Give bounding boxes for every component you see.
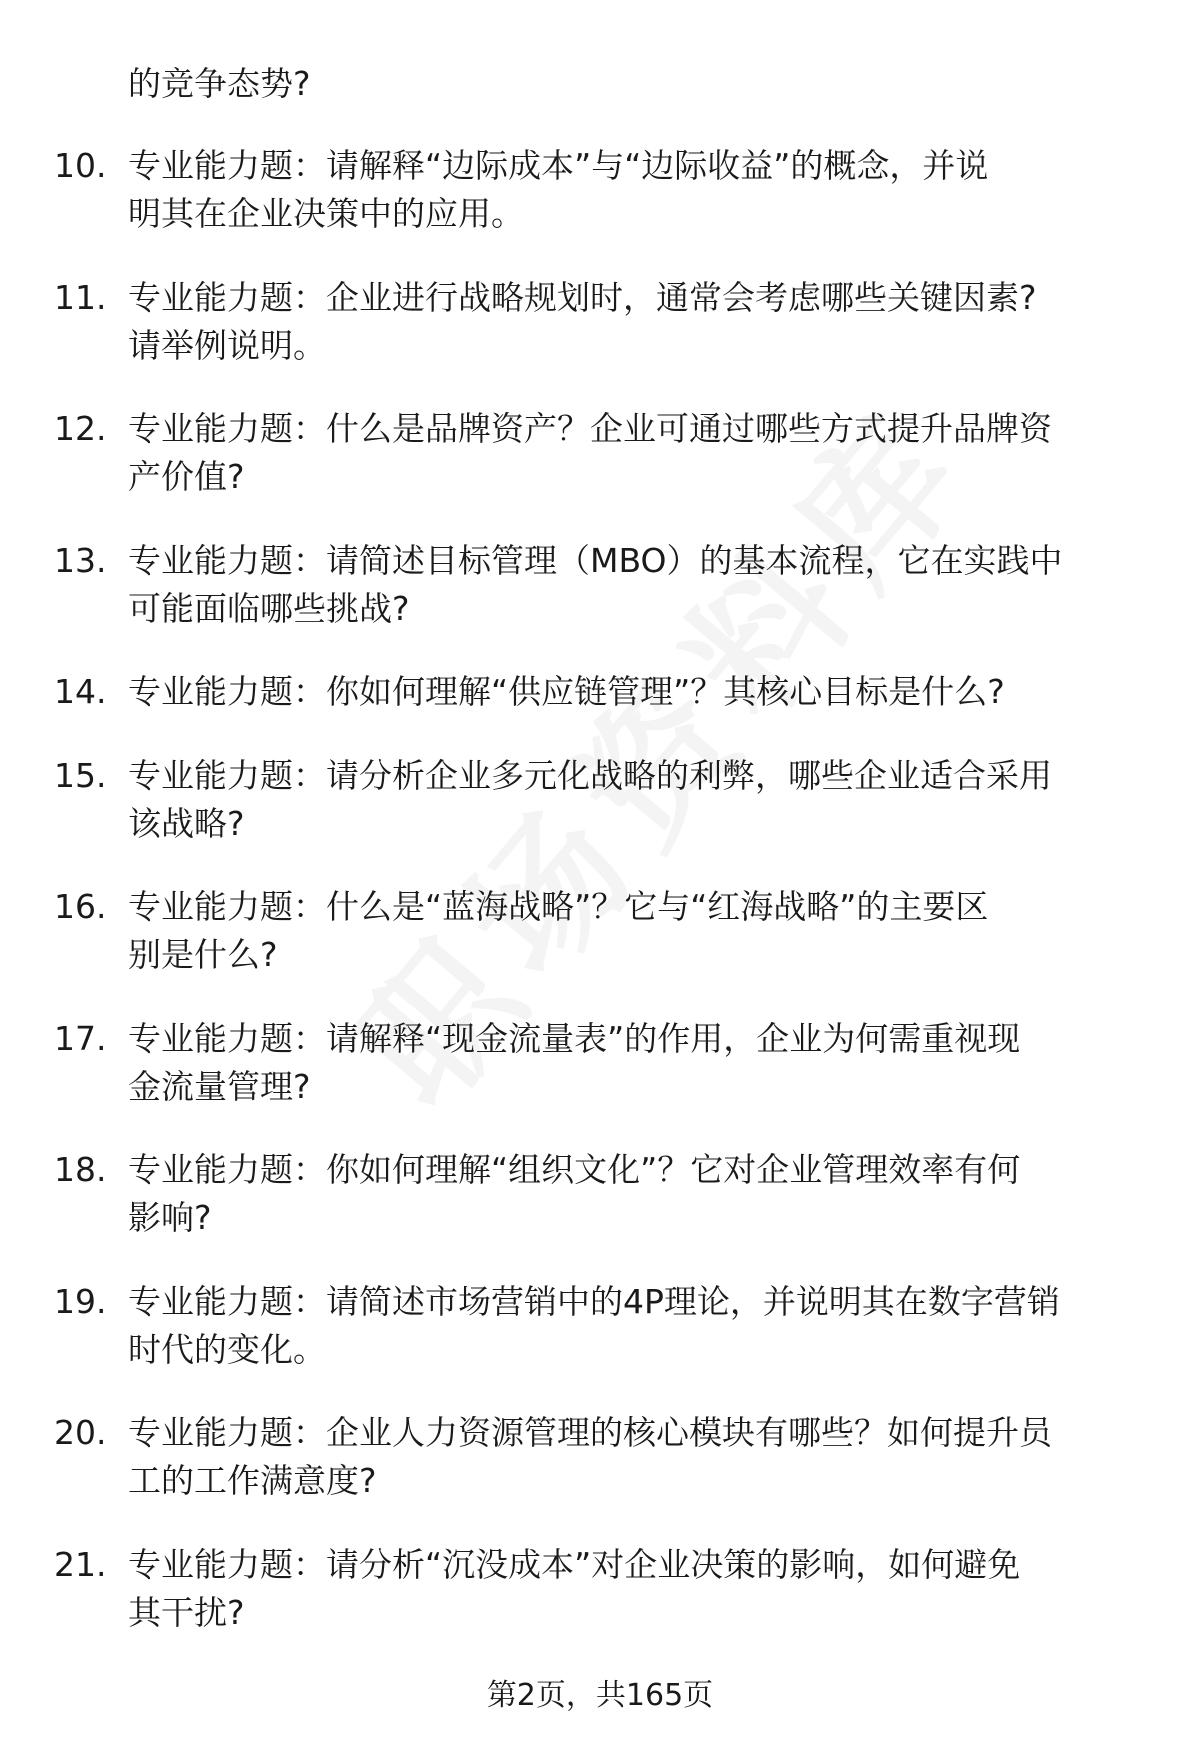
question-item <box>0 537 1200 669</box>
question-item <box>0 405 1200 537</box>
question-number: 11. <box>54 277 107 317</box>
question-item <box>0 274 1200 406</box>
question-number: 13. <box>54 540 107 580</box>
page-footer: 第2页，共165页 <box>486 1678 714 1713</box>
question-number: 17. <box>54 1018 107 1058</box>
question-number: 10. <box>54 146 107 185</box>
question-text: 专业能力题：请分析企业多元化战略的利弊，哪些企业适合采用 该战略? <box>128 755 1052 843</box>
question-text: 专业能力题：请解释“现金流量表”的作用，企业为何需重视现 金流量管理? <box>128 1018 1021 1106</box>
question-number: 15. <box>54 755 107 795</box>
question-number: 16. <box>54 887 107 926</box>
question-item <box>0 752 1200 884</box>
question-item <box>0 1409 1200 1541</box>
question-number: 21. <box>54 1544 107 1584</box>
question-text: 专业能力题：你如何理解“组织文化”？它对企业管理效率有何 影响? <box>128 1150 1021 1237</box>
question-item <box>0 1541 1200 1673</box>
question-item <box>0 1278 1200 1410</box>
question-number: 18. <box>54 1150 107 1189</box>
question-text: 专业能力题：请分析“沉没成本”对企业决策的影响，如何避免 其干扰? <box>128 1544 1021 1632</box>
question-item <box>0 668 1200 752</box>
question-item <box>0 883 1200 1015</box>
question-text: 专业能力题：什么是品牌资产？企业可通过哪些方式提升品牌资 产价值? <box>128 409 1052 496</box>
question-list <box>0 142 1200 1672</box>
question-text: 专业能力题：请简述市场营销中的4P理论，并说明其在数字营销 时代的变化。 <box>128 1281 1060 1369</box>
question-item <box>0 142 1200 274</box>
question-item <box>0 1146 1200 1278</box>
question-text: 专业能力题：企业进行战略规划时，通常会考虑哪些关键因素? 请举例说明。 <box>128 277 1037 365</box>
question-text: 专业能力题：请解释“边际成本”与“边际收益”的概念，并说 明其在企业决策中的应用。 <box>128 146 989 233</box>
question-text: 专业能力题：请简述目标管理（MBO）的基本流程，它在实践中 可能面临哪些挑战? <box>128 540 1063 628</box>
question-text: 专业能力题：什么是“蓝海战略”？它与“红海战略”的主要区 别是什么? <box>128 887 989 974</box>
question-item <box>0 1015 1200 1147</box>
continued-question-text: 的竞争态势? <box>128 64 311 103</box>
question-number: 14. <box>54 672 107 711</box>
question-text: 专业能力题：你如何理解“供应链管理”？其核心目标是什么? <box>128 672 1005 711</box>
question-number: 12. <box>54 409 107 448</box>
question-text: 专业能力题：企业人力资源管理的核心模块有哪些？如何提升员 工的工作满意度? <box>128 1413 1052 1500</box>
question-number: 20. <box>54 1413 107 1452</box>
question-number: 19. <box>54 1281 107 1321</box>
